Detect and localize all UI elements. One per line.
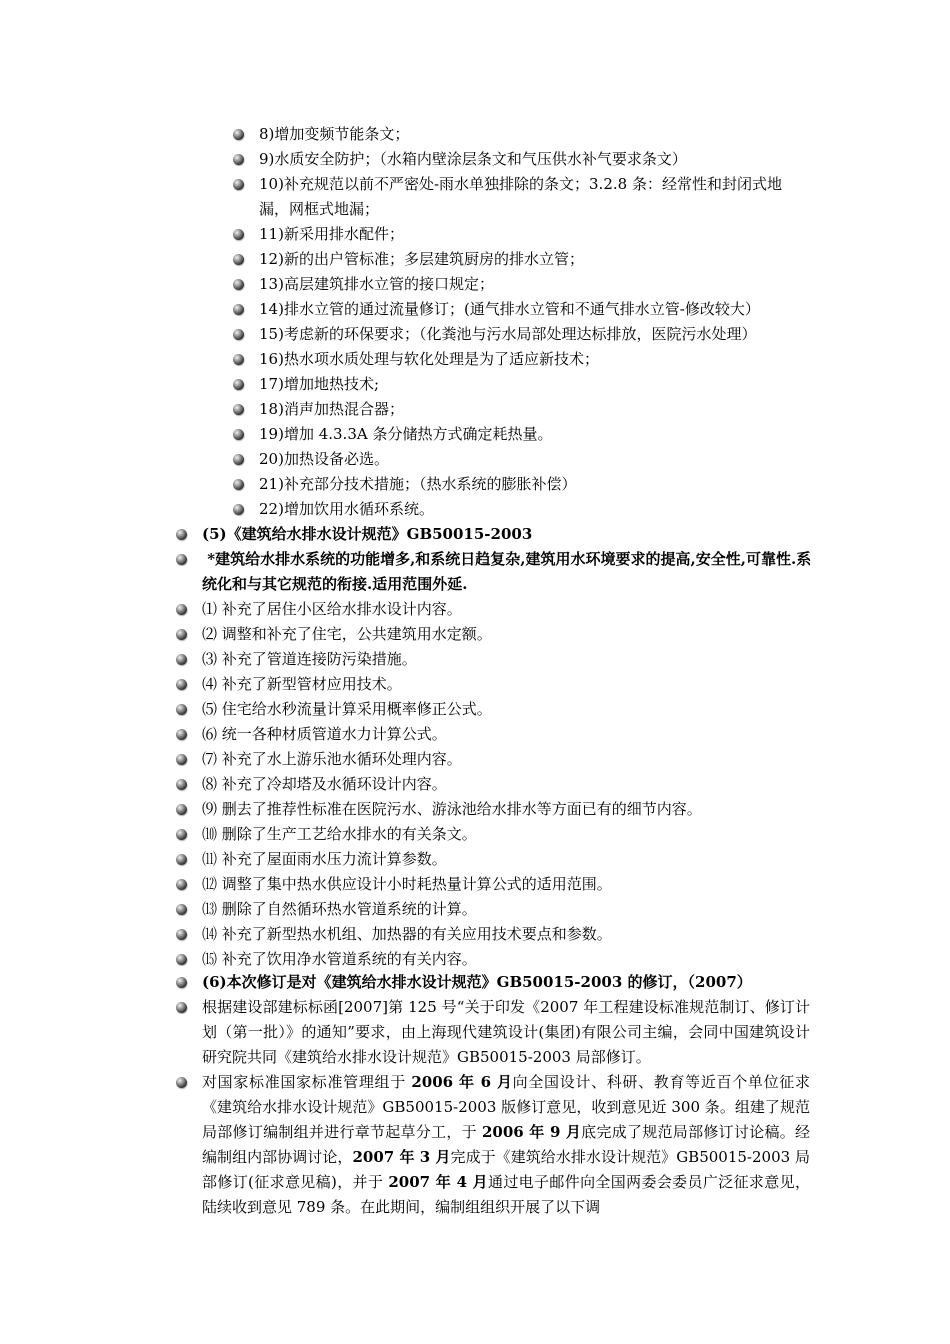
bullet-icon [233, 279, 244, 290]
list-item-text: ⑴ 补充了居住小区给水排水设计内容。 [202, 600, 462, 618]
list-item-text: 11)新采用排水配件； [259, 225, 404, 243]
bullet-icon [233, 329, 244, 340]
bullet-icon [176, 729, 187, 740]
bullet-icon [233, 154, 244, 165]
list-item-text: 8)增加变频节能条文； [259, 125, 410, 143]
list-item-text: ⑺ 补充了水上游乐池水循环处理内容。 [202, 750, 462, 768]
bullet-icon [176, 754, 187, 765]
list-item-text: ⑹ 统一各种材质管道水力计算公式。 [202, 725, 447, 743]
bullet-icon [176, 929, 187, 940]
text-run: 向全国设计、科研、教育等近百个单位征求《建筑给水排水设计规范》GB50015-2003 版修订意见，收到意见近 300 条。组建了规范局部修订编制组并进行章节起草分工，于 [202, 1073, 810, 1141]
bullet-icon [176, 1002, 187, 1013]
list-item-text: 10)补充规范以前不严密处-雨水单独排除的条文；3.2.8 条：经常性和封闭式地漏，网框式地漏； [259, 175, 782, 218]
list-item-text: ⑿ 调整了集中热水供应设计小时耗热量计算公式的适用范围。 [202, 875, 612, 893]
bullet-icon [233, 404, 244, 415]
list-item-text: ⑼ 删去了推荐性标准在医院污水、游泳池给水排水等方面已有的细节内容。 [202, 800, 702, 818]
list-item-text: 21)补充部分技术措施；（热水系统的膨胀补偿） [259, 475, 577, 493]
list-item-text: 18)消声加热混合器； [259, 400, 404, 418]
section-summary: *建筑给水排水系统的功能增多,和系统日趋复杂,建筑用水环境要求的提高,安全性,可靠性.系统化和与其它规范的衔接.适用范围外延. [202, 550, 812, 593]
bullet-icon [176, 529, 187, 540]
date-run: 2006 年 9 月 [481, 1123, 582, 1141]
list-item-text: 16)热水项水质处理与软化处理是为了适应新技术； [259, 350, 599, 368]
bullet-icon [176, 804, 187, 815]
bullet-icon [176, 977, 187, 988]
text-run: 完成于《建筑给水排水设计规范》GB50015-2003 局部修订(征求意见稿)，并于 [202, 1148, 810, 1191]
bullet-icon [176, 1077, 187, 1088]
bullet-icon [176, 554, 187, 565]
list-item-text: ⑷ 补充了新型管材应用技术。 [202, 675, 402, 693]
list-item-text: ⑵ 调整和补充了住宅，公共建筑用水定额。 [202, 625, 492, 643]
list-item-text: ⑸ 住宅给水秒流量计算采用概率修正公式。 [202, 700, 492, 718]
bullet-icon [176, 854, 187, 865]
bullet-icon [176, 654, 187, 665]
date-run: 2006 年 6 月 [411, 1073, 513, 1091]
bullet-icon [233, 429, 244, 440]
paragraph-text [202, 1070, 810, 1220]
list-item-text: 14)排水立管的通过流量修订；(通气排水立管和不通气排水立管-修改较大） [259, 300, 760, 318]
bullet-icon [176, 629, 187, 640]
bullet-icon [176, 679, 187, 690]
bullet-icon [176, 879, 187, 890]
bullet-icon [233, 354, 244, 365]
list-item-text: ⑽ 删除了生产工艺给水排水的有关条文。 [202, 825, 477, 843]
list-item-text: 15)考虑新的环保要求；（化粪池与污水局部处理达标排放，医院污水处理） [259, 325, 757, 343]
list-item-text: ⒂ 补充了饮用净水管道系统的有关内容。 [202, 950, 477, 968]
text-run: 通过电子邮件向全国两委会委员广泛征求意见，陆续收到意见 789 条。在此期间，编制组组织开展了以下调 [202, 1173, 810, 1216]
paragraph-text: 根据建设部建标标函[2007]第 125 号“关于印发《2007 年工程建设标准规范制订、修订计划（第一批）》的通知”要求，由上海现代建筑设计(集团)有限公司主编，会同中国建筑设计研究院共同《建筑给水排水设计规范》GB50015-2003 局部修订。 [202, 998, 810, 1066]
list-item-text: 20)加热设备必选。 [259, 450, 389, 468]
bullet-icon [176, 604, 187, 615]
list-item-text: 22)增加饮用水循环系统。 [259, 500, 434, 518]
list-item-text: ⒁ 补充了新型热水机组、加热器的有关应用技术要点和参数。 [202, 925, 612, 943]
section-heading: (5)《建筑给水排水设计规范》GB50015-2003 [202, 525, 533, 543]
bullet-icon [233, 254, 244, 265]
list-item-text: ⑶ 补充了管道连接防污染措施。 [202, 650, 417, 668]
bullet-icon [233, 229, 244, 240]
list-item-text: 9)水质安全防护；（水箱内壁涂层条文和气压供水补气要求条文） [259, 150, 687, 168]
list-item-text: 19)增加 4.3.3A 条分储热方式确定耗热量。 [259, 425, 553, 443]
bullet-icon [176, 829, 187, 840]
bullet-icon [176, 704, 187, 715]
list-item-text: ⑾ 补充了屋面雨水压力流计算参数。 [202, 850, 447, 868]
date-run: 2007 年 4 月 [388, 1173, 488, 1191]
bullet-icon [233, 379, 244, 390]
text-run: 对国家标准国家标准管理组于 [202, 1073, 412, 1091]
bullet-icon [233, 304, 244, 315]
text-run: 底完成了规范局部修订讨论稿。经编制组内部协调讨论， [202, 1123, 810, 1166]
bullet-icon [233, 479, 244, 490]
list-item-text: 17)增加地热技术; [259, 375, 379, 393]
list-item-text: 13)高层建筑排水立管的接口规定； [259, 275, 494, 293]
bullet-icon [233, 504, 244, 515]
bullet-icon [176, 904, 187, 915]
list-item-text: ⒀ 删除了自然循环热水管道系统的计算。 [202, 900, 477, 918]
bullet-icon [176, 779, 187, 790]
bullet-icon [176, 954, 187, 965]
date-run: 2007 年 3 月 [352, 1148, 451, 1166]
list-item-text: ⑻ 补充了冷却塔及水循环设计内容。 [202, 775, 447, 793]
list-item-text: 12)新的出户管标准；多层建筑厨房的排水立管； [259, 250, 584, 268]
bullet-icon [233, 454, 244, 465]
section-heading: (6)本次修订是对《建筑给水排水设计规范》GB50015-2003 的修订，（2007） [202, 973, 752, 991]
bullet-icon [233, 129, 244, 140]
bullet-icon [233, 179, 244, 190]
